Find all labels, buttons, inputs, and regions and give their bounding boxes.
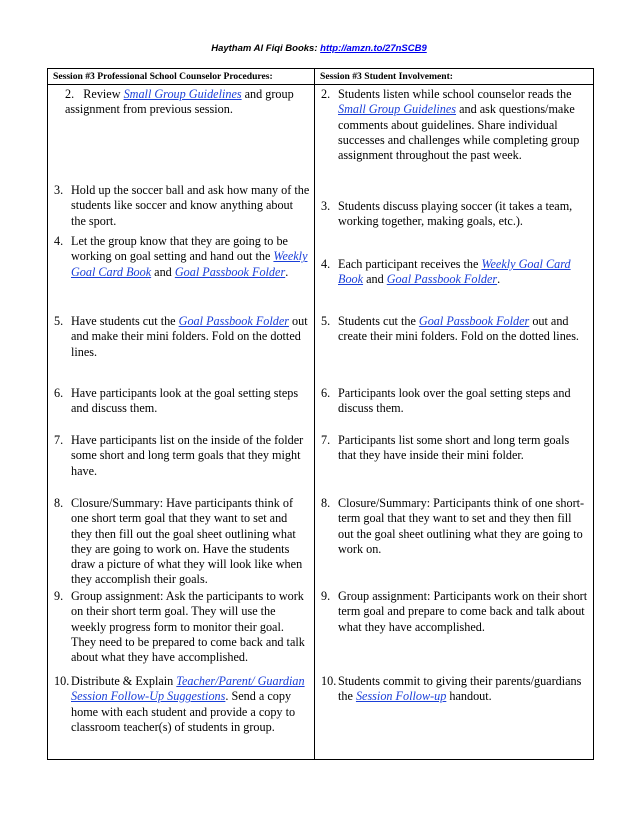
item-text: and group assignment from previous session. — [65, 87, 294, 117]
follow-up-suggestions-link[interactable]: Teacher/Parent/ Guardian Session Follow-Up Suggestions — [71, 674, 305, 704]
involvement-item-2 — [321, 87, 589, 163]
list-number: 10. — [321, 674, 337, 688]
item-text: Have participants look at the goal setting steps and discuss them. — [71, 386, 299, 416]
list-number: 3. — [321, 199, 331, 213]
item-text: Each participant receives the — [338, 257, 482, 271]
involvement-item-9 — [321, 589, 589, 635]
col2-header: Session #3 Student Involvement: — [315, 69, 594, 85]
item-text: and — [151, 264, 175, 279]
table-body-row — [48, 85, 594, 760]
item-text: . — [497, 272, 501, 287]
small-group-guidelines-link[interactable]: Small Group Guidelines — [123, 87, 242, 101]
item-text: . — [285, 264, 289, 279]
procedure-item-3 — [54, 183, 310, 229]
list-number: 9. — [54, 589, 64, 603]
list-number: 7. — [321, 433, 331, 447]
involvement-item-8 — [321, 496, 589, 557]
session-table — [47, 68, 594, 760]
list-number: 8. — [54, 496, 64, 510]
procedure-item-7 — [54, 433, 310, 479]
involvement-item-5 — [321, 314, 589, 345]
header-link[interactable]: http://amzn.to/27nSCB9 — [320, 43, 427, 54]
small-group-guidelines-link[interactable]: Small Group Guidelines — [338, 102, 457, 117]
weekly-goal-card-book-link[interactable]: Weekly Goal Card Book — [338, 257, 571, 287]
goal-passbook-folder-link[interactable]: Goal Passbook Folder — [174, 264, 286, 279]
item-text: Closure/Summary: Participants think of one short-term goal that they want to set and they then fill out the goal sheet outlining what they are going to work on. — [338, 496, 585, 556]
list-number: 9. — [321, 589, 331, 603]
item-text: Hold up the soccer ball and ask how many of the students like soccer and know anything about the sport. — [71, 183, 310, 228]
item-text: and ask questions/make comments about guidelines. Share individual successes and challenges while completing group assignment throughout the past week. — [338, 102, 580, 163]
involvement-cell — [315, 85, 594, 760]
item-text: Have students cut the — [71, 314, 179, 328]
col1-header: Session #3 Professional School Counselor Procedures: — [48, 69, 315, 85]
session-follow-up-link[interactable]: Session Follow-up — [355, 689, 447, 704]
item-text: handout. — [446, 689, 492, 704]
list-number: 2. — [65, 87, 75, 101]
list-number: 6. — [321, 386, 331, 400]
goal-passbook-folder-link[interactable]: Goal Passbook Folder — [178, 314, 289, 328]
item-text: Have participants list on the inside of the folder some short and long term goals that they might have. — [71, 433, 304, 478]
page-header — [0, 43, 638, 54]
item-text: out and make their mini folders. Fold on the dotted lines. — [71, 314, 308, 359]
procedure-item-8 — [54, 496, 310, 588]
list-number: 5. — [321, 314, 331, 328]
item-text: Closure/Summary: Have participants think of one short term goal that they want to set and they then fill out the goal sheet outlining what they are going to work on. Have the students draw a picture of what they will look like when they accomplish their goals. — [71, 496, 303, 587]
item-text: Group assignment: Ask the participants to work on their short term goal. They will use the weekly progress form to monitor their goal. They need to be prepared to come back and talk about what they have accomplished. — [71, 589, 305, 665]
list-number: 10. — [54, 674, 70, 688]
procedure-item-2 — [54, 87, 310, 118]
procedure-item-6 — [54, 386, 310, 417]
goal-passbook-folder-link[interactable]: Goal Passbook Folder — [386, 272, 498, 287]
item-text: Students cut the — [338, 314, 419, 328]
list-number: 8. — [321, 496, 331, 510]
involvement-item-10 — [321, 674, 589, 705]
list-number: 6. — [54, 386, 64, 400]
list-number: 4. — [321, 257, 331, 271]
item-text: Students listen while school counselor reads the — [338, 87, 572, 101]
procedure-item-9 — [54, 589, 310, 665]
procedures-cell — [48, 85, 315, 760]
involvement-item-4 — [321, 257, 589, 288]
item-text: . Send a copy home with each student and provide a copy to classroom teacher(s) of students in group. — [71, 689, 296, 734]
procedure-item-4 — [54, 234, 310, 280]
list-number: 2. — [321, 87, 331, 101]
item-text: Group assignment: Participants work on their short term goal and prepare to come back and talk about what they have accomplished. — [338, 589, 588, 634]
item-text: out and create their mini folders. Fold on the dotted lines. — [338, 314, 579, 344]
weekly-goal-card-book-link[interactable]: Weekly Goal Card Book — [71, 249, 308, 279]
item-text: Participants look over the goal setting steps and discuss them. — [338, 386, 571, 416]
procedure-item-10 — [54, 674, 310, 735]
item-text: Students discuss playing soccer (it takes a team, working together, making goals, etc.). — [338, 199, 573, 229]
list-number: 4. — [54, 234, 64, 248]
list-number: 5. — [54, 314, 64, 328]
involvement-item-7 — [321, 433, 589, 464]
procedure-item-5 — [54, 314, 310, 360]
list-number: 3. — [54, 183, 64, 197]
involvement-item-3 — [321, 199, 589, 230]
list-number: 7. — [54, 433, 64, 447]
involvement-item-6 — [321, 386, 589, 417]
item-text: Let the group know that they are going to be working on goal setting and hand out the — [71, 234, 288, 264]
item-text: Review — [83, 87, 124, 101]
table-header-row — [48, 69, 594, 85]
header-prefix: Haytham Al Fiqi Books: — [211, 43, 321, 54]
item-text: and — [363, 272, 387, 287]
item-text: Participants list some short and long term goals that they have inside their mini folder. — [338, 433, 570, 463]
item-text: Students commit to giving their parents/guardians the — [338, 674, 582, 704]
item-text: Distribute & Explain — [71, 674, 177, 688]
goal-passbook-folder-link[interactable]: Goal Passbook Folder — [418, 314, 530, 328]
